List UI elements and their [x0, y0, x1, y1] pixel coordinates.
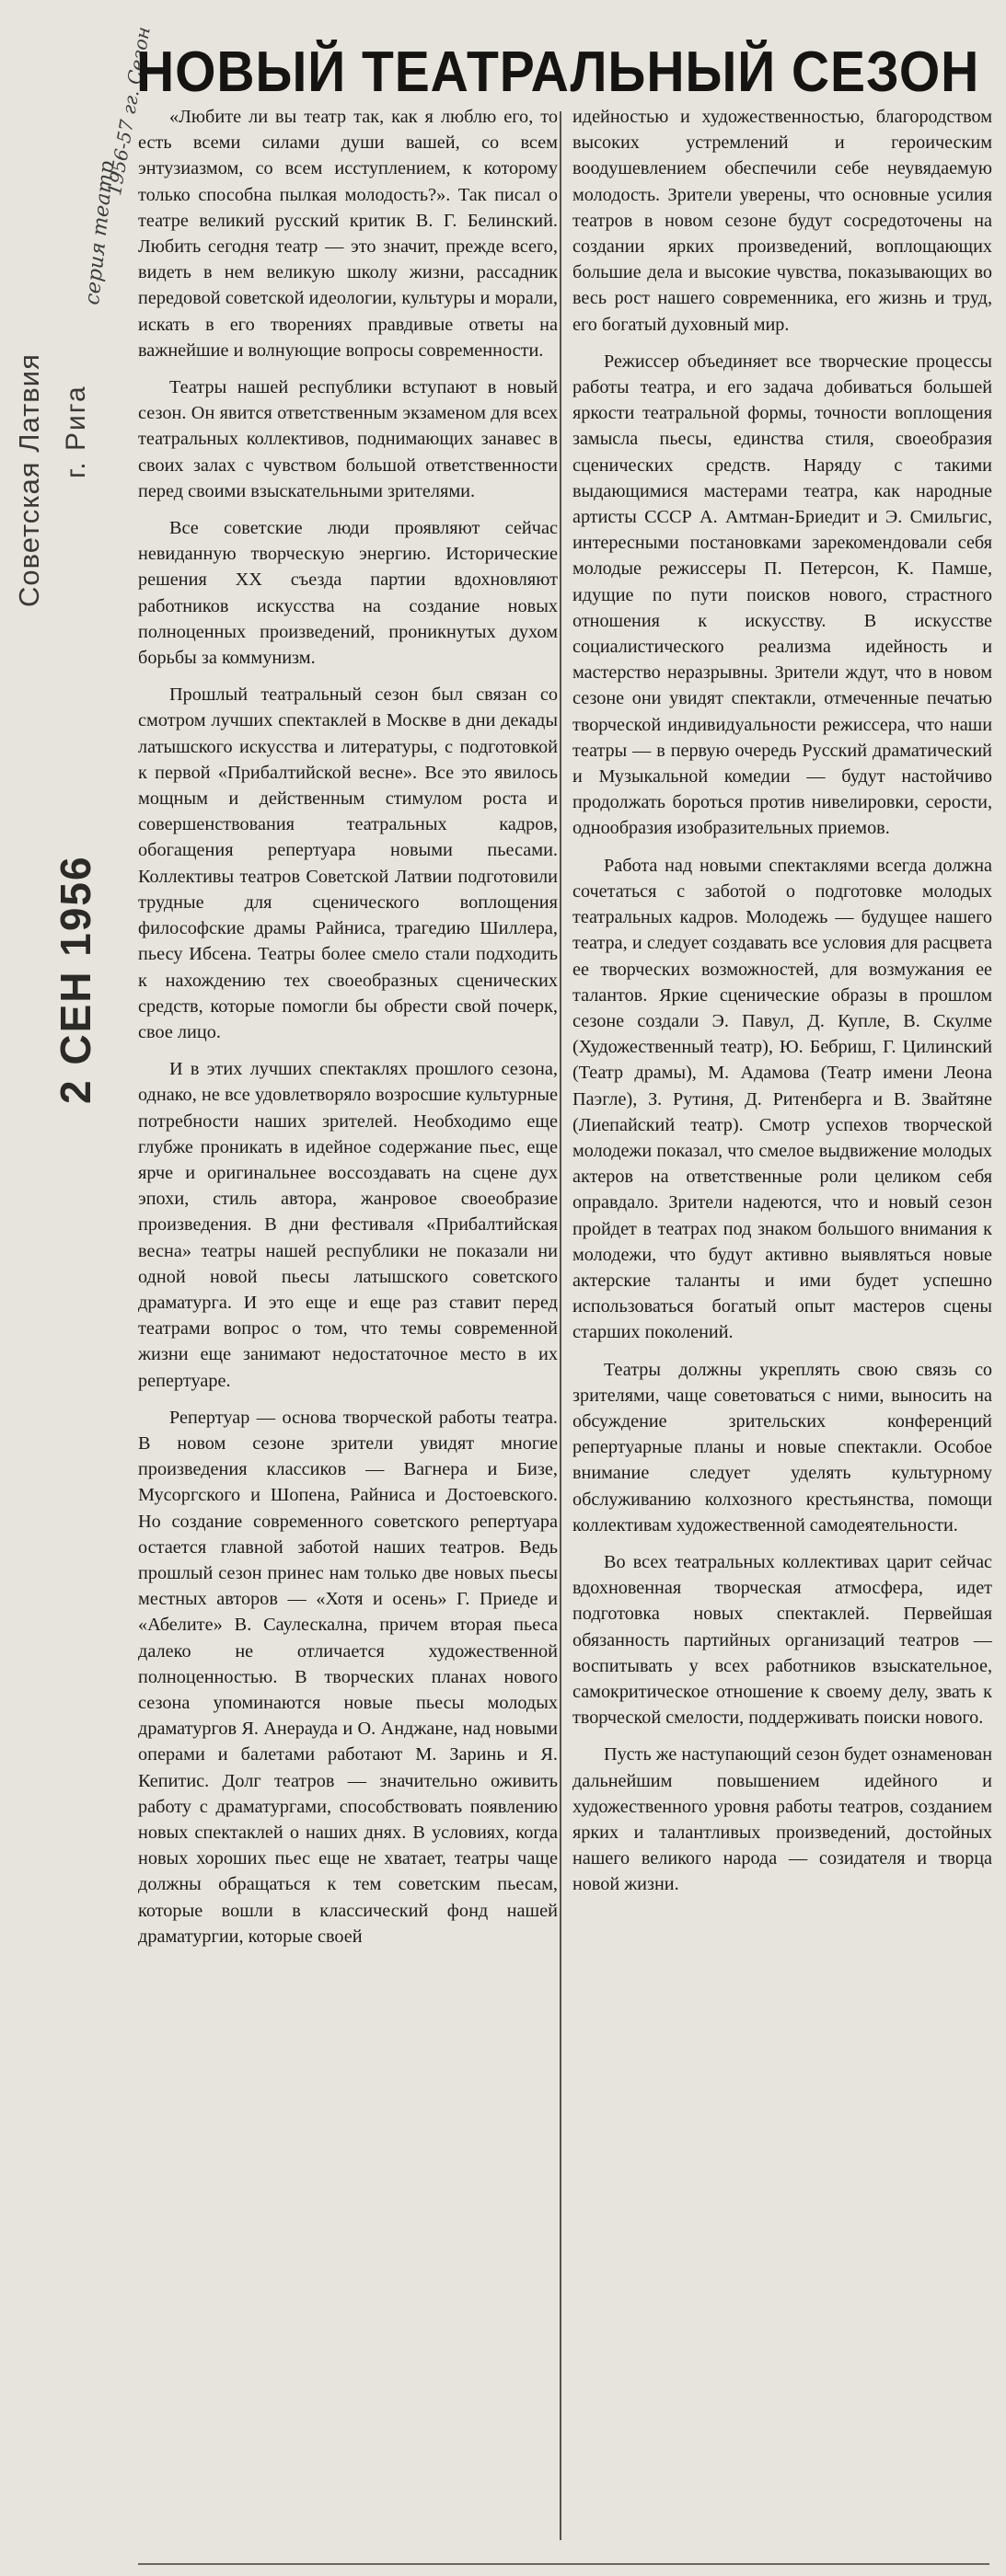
- right-column: [572, 104, 992, 2560]
- bottom-rule: [138, 2563, 989, 2565]
- paragraph: Театры нашей республики вступают в новый сезон. Он явится ответственным экзаменом для всех театральных коллективов, поднимающих занавес в своих залах с чувством большой ответственности перед своими взыскательными зрителями.: [138, 377, 558, 501]
- paragraph: И в этих лучших спектаклях прошлого сезона, однако, не все удовлетворяло возросшие культурные потребности наших зрителей. Необходимо еще глубже проникать в идейное содержание пьес, еще ярче и оригинальнее воссоздавать на сцене дух эпохи, стиль автора, жанровое своеобразие произведения. В дни фестиваля «Прибалтийская весна» театры нашей республики не показали ни одной новой пьесы латышского советского драматурга. И это еще и еще раз ставит перед театрами вопрос о том, что темы современной жизни еще занимают недостаточное место в их репертуаре.: [138, 1059, 558, 1391]
- paragraph: Работа над новыми спектаклями всегда должна сочетаться с заботой о подготовке молодых театральных кадров. Молодежь — будущее нашего театра, и следует создавать все условия для расцвета ее творческих возможностей, для возмужания ее талантов. Яркие сценические образы в прошлом сезоне создали Э. Павул, Д. Купле, В. Скулме (Художественный театр), Ю. Бебриш, Г. Цилинский (Театр драмы), М. Адамова (Театр имени Леона Паэгле), З. Рутиня, Д. Ритенберга и В. Звайтяне (Лиепайский театр). Смотр успехов творческой молодежи показал, что смелое выдвижение молодых актеров на ответственные роли целиком себя оправдало. Зрители надеются, что и новый сезон пройдет в театрах под знаком большого внимания к молодежи, что будут активно выявляться новые актерские таланты и ими будет успешно использоваться богатый опыт мастеров сцены старших поколений.: [572, 855, 992, 1343]
- newspaper-city: г. Рига: [61, 385, 91, 478]
- article-headline: НОВЫЙ ТЕАТРАЛЬНЫЙ СЕЗОН: [136, 40, 980, 104]
- paragraph: Во всех театральных коллективах царит сейчас вдохновенная творческая атмосфера, идет подготовка новых спектаклей. Первейшая обязанность партийных организаций театров — воспитывать у всех работников взыскательное, самокритическое отношение к своему делу, звать к творческой смелости, поддерживать поиски нового.: [572, 1551, 992, 1729]
- handwritten-note: серия театр: [81, 159, 120, 306]
- paragraph: Прошлый театральный сезон был связан со смотром лучших спектаклей в Москве в дни декады латышского искусства и литературы, с подготовкой к первой «Прибалтийской весне». Все это явилось мощным и действенным стимулом роста и совершенствования театральных кадров, обогащения репертуара новыми пьесами. Коллективы театров Советской Латвии подготовили трудные для сценического воплощения философские драмы Райниса, трагедию Шиллера, пьесу Ибсена. Театры более смело стали подходить к нахождению тех своеобразных сценических средств, которые помогли бы обрести свой почерк, свое лицо.: [138, 684, 558, 1042]
- paragraph: Пусть же наступающий сезон будет ознаменован дальнейшим повышением идейного и художественного уровня работы театров, созданием ярких и талантливых произведений, достойных нашего великого народа — созидателя и творца новой жизни.: [572, 1744, 992, 1895]
- article-body: [131, 104, 998, 2560]
- paragraph: Репертуар — основа творческой работы театра. В новом сезоне зрители увидят многие произведения классиков — Вагнера и Бизе, Мусоргского и Шопена, Райниса и Достоевского. Но создание современного советского репертуара остается главной заботой наших театров. Ведь прошлый сезон принес нам только две новых пьесы местных авторов — «Хотя и осень» Г. Приеде и «Абелите» В. Саулескална, причем вторая пьеса далеко не отличается художественной полноценностью. В творческих планах нового сезона упоминаются новые пьесы молодых драматургов Я. Анерауда и О. Анджане, над новыми операми и балетами работают М. Заринь и Я. Кепитис. Долг театров — значительно оживить работу с драматургами, способствовать появлению новых спектаклей о наших днях. В условиях, когда новых хороших пьес еще не хватает, театры чаще должны обращаться к тем советским пьесам, которые вошли в классический фонд нашей драматургии, которые своей: [138, 1407, 558, 1947]
- paragraph: идейностью и художественностью, благородством высоких устремлений и героическим воодушевлением обеспечили себе неувядаемую молодость. Зрители уверены, что основные усилия театров в новом сезоне будут сосредоточены на создании ярких произведений, воплощающих большие дела и высокие чувства, показывающих во весь рост нашего современника, его жизнь и труд, его богатый духовный мир.: [572, 107, 992, 335]
- date-stamp: 2 СЕН 1956: [52, 855, 99, 1104]
- handwritten-note-season: 1956-57 гг. Сезон: [103, 25, 155, 198]
- paragraph: Все советские люди проявляют сейчас невиданную творческую энергию. Исторические решения XX съезда партии вдохновляют работников искусства на создание новых полноценных произведений, проникнутых духом борьбы за коммунизм.: [138, 518, 558, 669]
- left-column: [138, 104, 558, 2560]
- clipping-margin: [0, 0, 155, 2576]
- paragraph: Режиссер объединяет все творческие процессы работы театра, и его задача добиваться большей яркости театральной формы, точности воплощения замысла пьесы, единства стиля, своеобразия сценических средств. Наряду с такими выдающимися мастерами театра, как народные артисты СССР А. Амтман-Бриедит и Э. Смильгис, интересными постановками зарекомендовали себя молодые режиссеры П. Петерсон, К. Памше, идущие по пути поисков нового, страстного отношения к искусству. В искусстве социалистического реализма идейность и мастерство неразрывны. Зрители ждут, что в новом сезоне они увидят спектакли, отмеченные печатью творческой индивидуальности режиссера, что наши театры — в первую очередь Русский драматический и Музыкальной комедии — будут настойчиво продолжать бороться против нивелировки, серости, однообразия изобразительных приемов.: [572, 351, 992, 839]
- paragraph: Театры должны укреплять свою связь со зрителями, чаще советоваться с ними, выносить на обсуждение зрительских конференций репертуарные планы и новые спектакли. Особое внимание следует уделять культурному обслуживанию колхозного крестьянства, помощи коллективам художественной самодеятельности.: [572, 1359, 992, 1535]
- newspaper-name: Советская Латвия: [13, 353, 45, 607]
- column-divider: [560, 111, 561, 2540]
- paragraph: «Любите ли вы театр так, как я люблю его, то есть всеми силами души вашей, со всем энтузиазмом, со всем исступлением, к которому только способна пылкая молодость?». Так писал о театре великий русский критик В. Г. Белинский. Любить сегодня театр — это значит, прежде всего, видеть в нем великую школу жизни, рассадник передовой советской идеологии, культуры и морали, искать в его творениях правдивые ответы на важнейшие и волнующие вопросы современности.: [138, 107, 558, 361]
